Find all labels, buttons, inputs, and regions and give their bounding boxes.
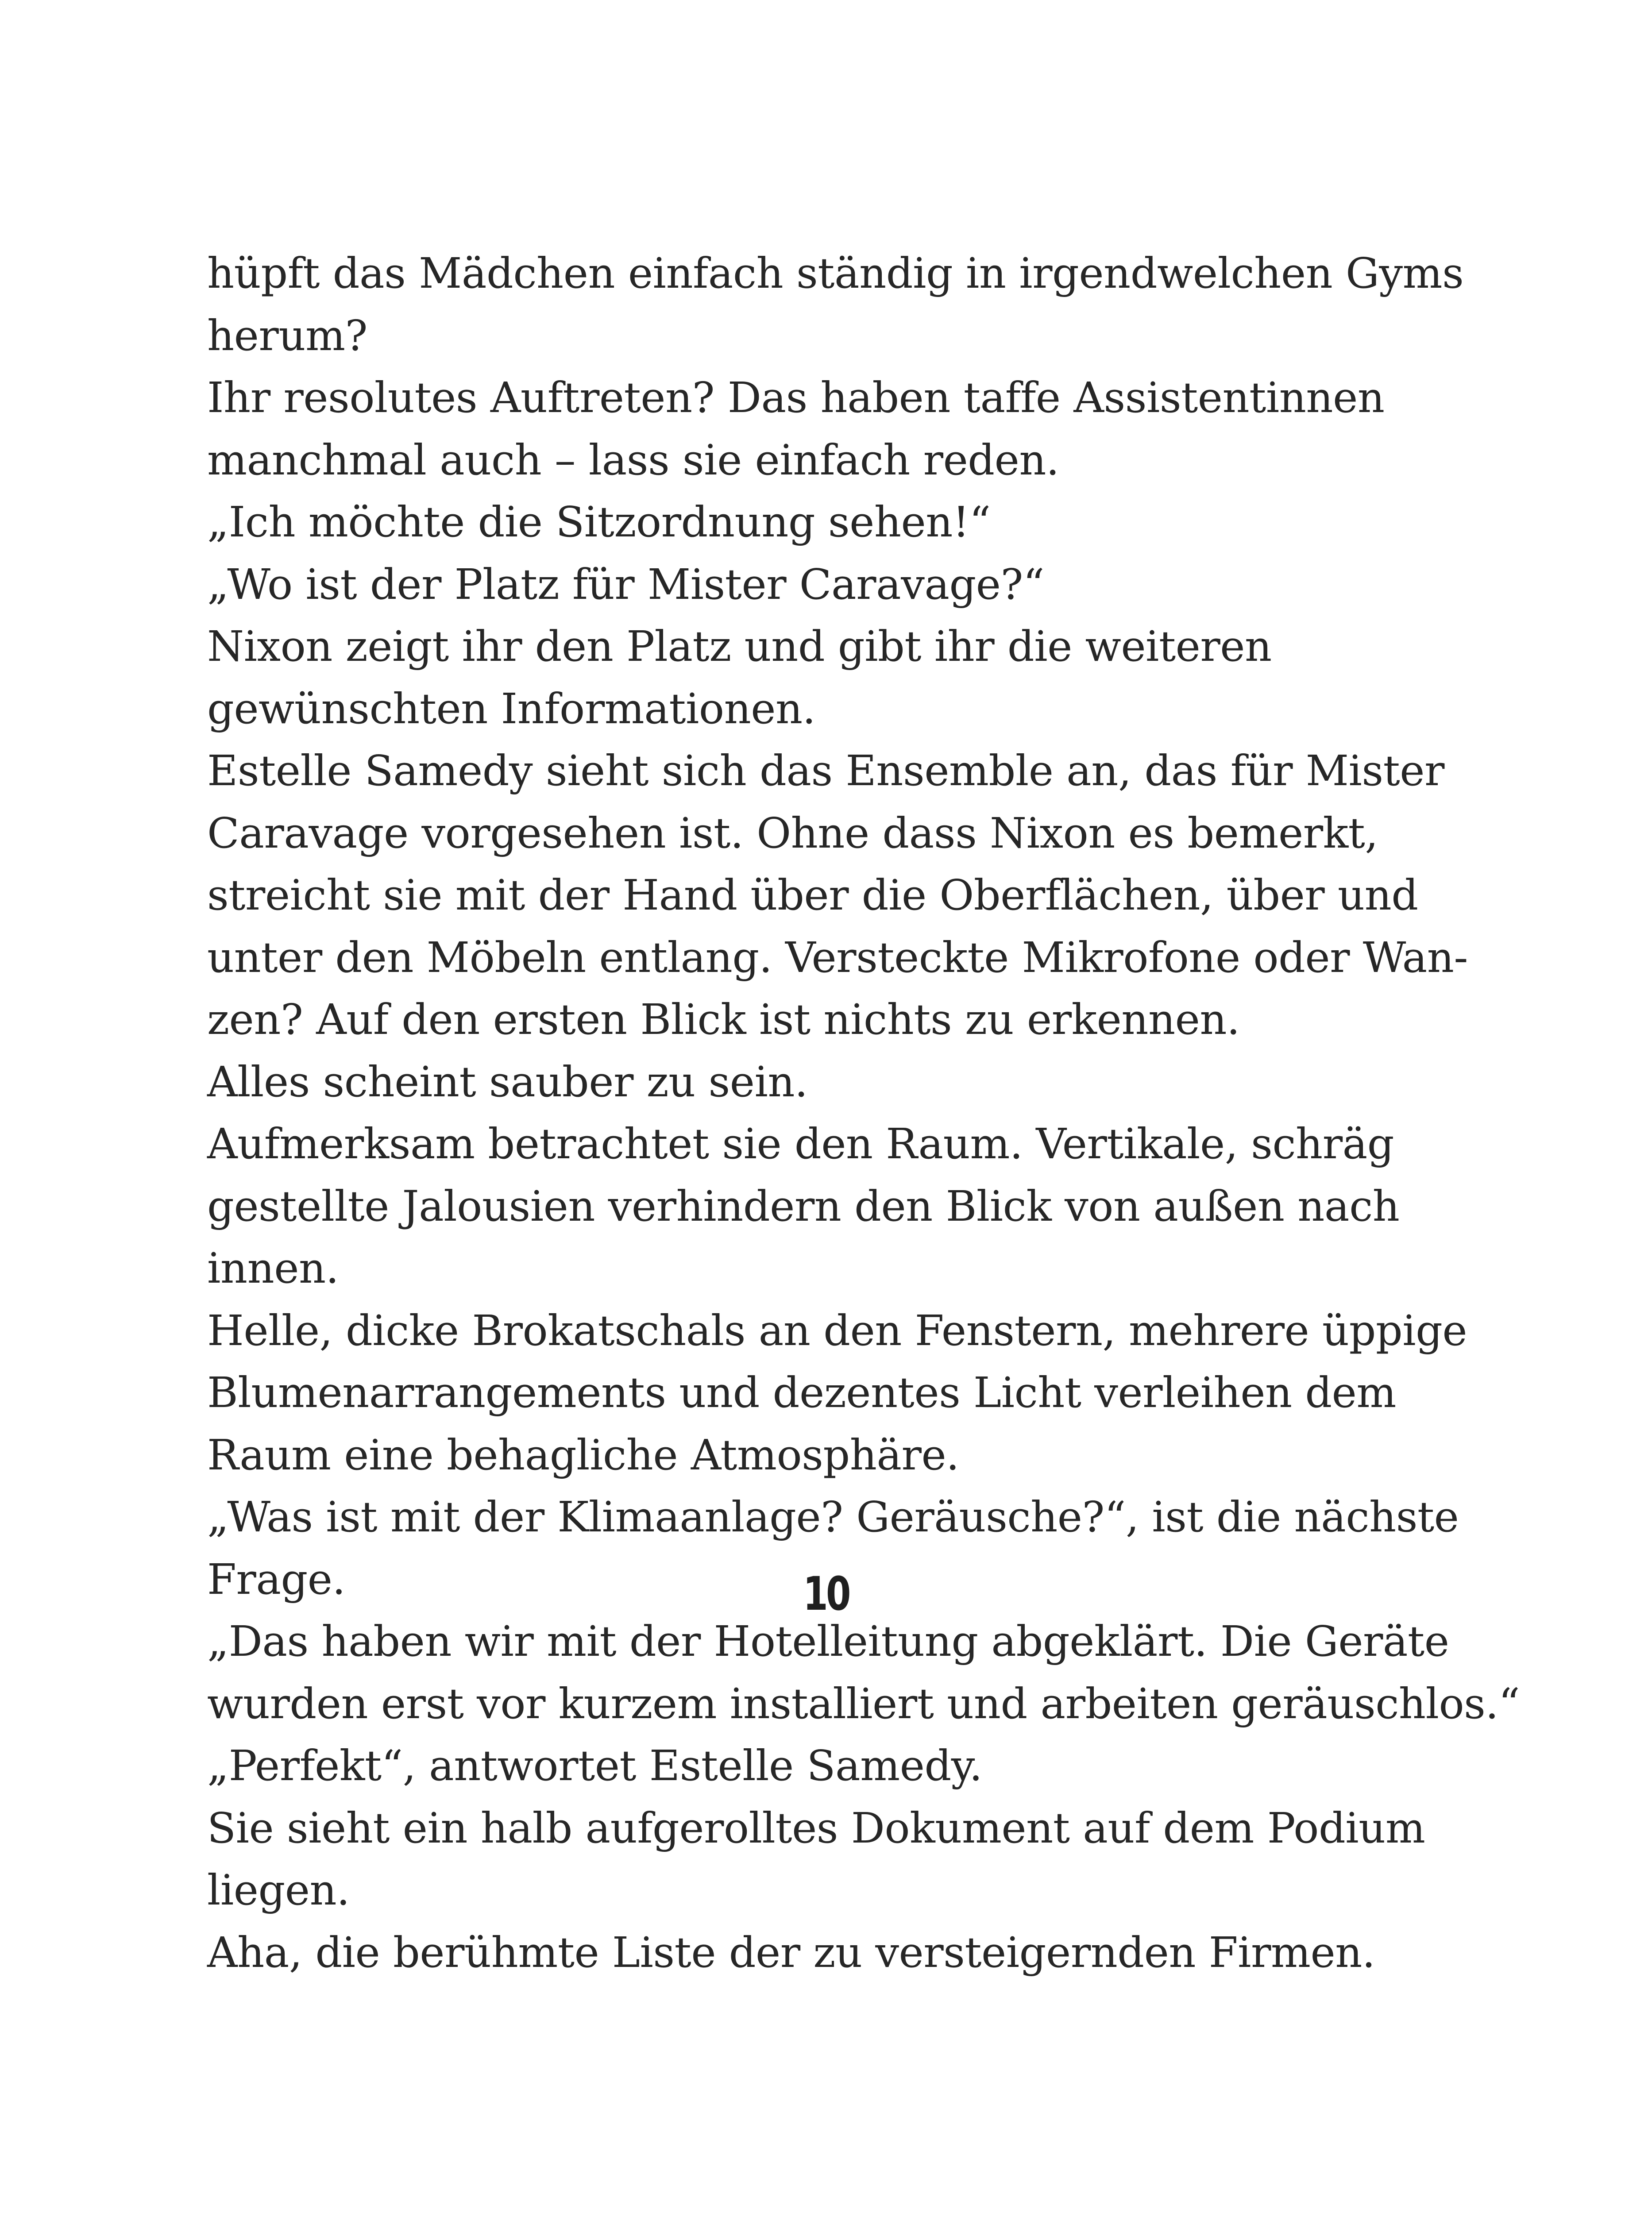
text-line: „Ich möchte die Sitzordnung sehen!“	[207, 498, 991, 547]
text-line: „Das haben wir mit der Hotelleitung abgeklärt. Die Geräte	[207, 1617, 1449, 1666]
text-line: Frage.	[207, 1555, 346, 1604]
text-line: hüpft das Mädchen einfach ständig in irgendwelchen Gyms	[207, 249, 1464, 298]
text-line: liegen.	[207, 1866, 350, 1915]
text-line: gewünschten Informationen.	[207, 684, 816, 733]
text-line: Sie sieht ein halb aufgerolltes Dokument auf dem Podium	[207, 1804, 1425, 1853]
text-line: „Perfekt“, antwortet Estelle Samedy.	[207, 1742, 983, 1790]
text-line: Raum eine behagliche Atmosphäre.	[207, 1430, 959, 1480]
text-line: Alles scheint sauber zu sein.	[207, 1057, 808, 1106]
text-line: wurden erst vor kurzem installiert und arbeiten geräuschlos.“	[207, 1679, 1520, 1728]
text-line: Aufmerksam betrachtet sie den Raum. Vertikale, schräg	[207, 1120, 1394, 1168]
body-text	[207, 243, 1520, 1984]
text-line: manchmal auch – lass sie einfach reden.	[207, 436, 1059, 485]
text-line: innen.	[207, 1244, 339, 1293]
text-line: unter den Möbeln entlang. Versteckte Mikrofone oder Wan-	[207, 933, 1468, 982]
page-number: 10	[803, 1567, 849, 1621]
text-line: Aha, die berühmte Liste der zu versteigernden Firmen.	[207, 1928, 1375, 1977]
text-line: gestellte Jalousien verhindern den Blick von außen nach	[207, 1182, 1400, 1231]
text-line: zen? Auf den ersten Blick ist nichts zu erkennen.	[207, 995, 1240, 1044]
text-line: „Wo ist der Platz für Mister Caravage?“	[207, 560, 1045, 609]
text-line: Estelle Samedy sieht sich das Ensemble an, das für Mister	[207, 747, 1444, 795]
text-line: Ihr resolutes Auftreten? Das haben taffe Assistentinnen	[207, 374, 1385, 422]
text-line: Blumenarrangements und dezentes Licht verleihen dem	[207, 1369, 1396, 1417]
text-line: streicht sie mit der Hand über die Oberflächen, über und	[207, 871, 1418, 920]
text-line: herum?	[207, 311, 368, 360]
text-line: Caravage vorgesehen ist. Ohne dass Nixon es bemerkt,	[207, 809, 1378, 858]
text-line: Nixon zeigt ihr den Platz und gibt ihr die weiteren	[207, 622, 1272, 671]
text-line: Helle, dicke Brokatschals an den Fenstern, mehrere üppige	[207, 1306, 1467, 1355]
text-line: „Was ist mit der Klimaanlage? Geräusche?“, ist die nächste	[207, 1493, 1459, 1542]
